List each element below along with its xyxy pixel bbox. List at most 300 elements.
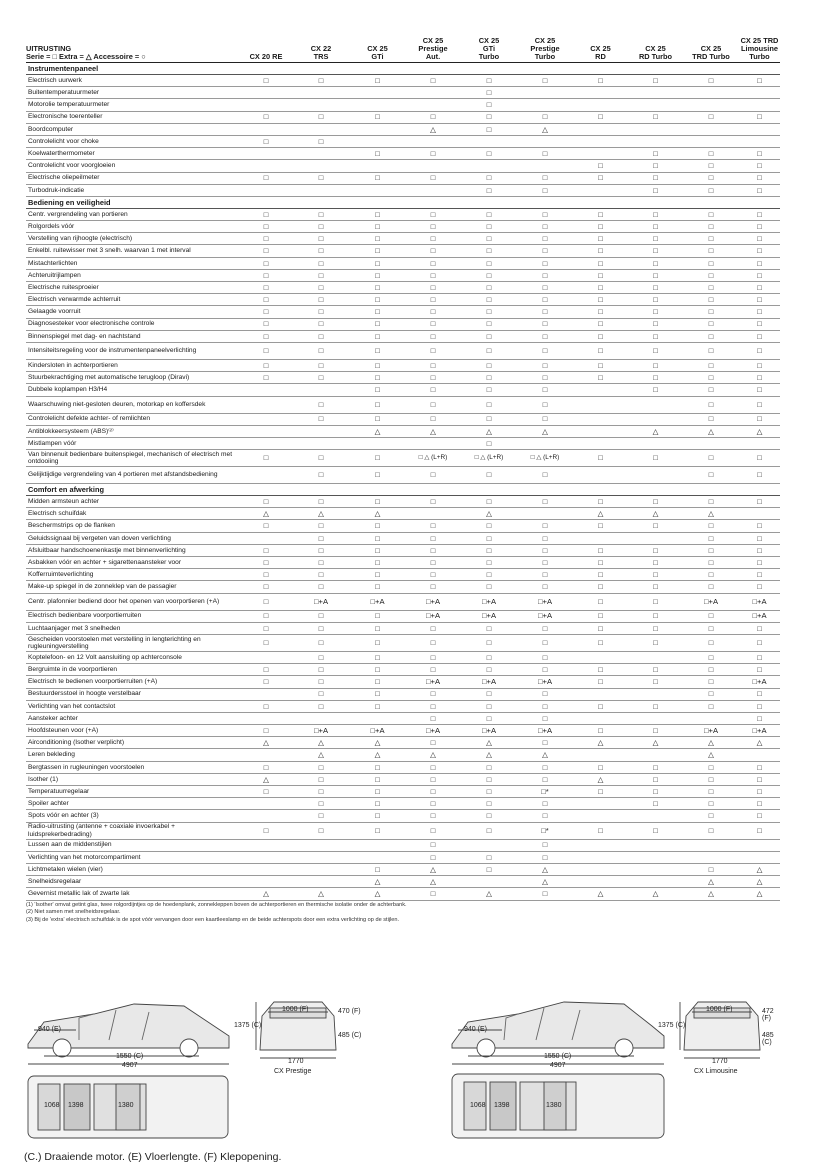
availability-cell: □ <box>350 634 405 651</box>
availability-cell: □ <box>517 318 573 330</box>
availability-cell: □ <box>292 372 350 384</box>
availability-cell: △ <box>292 749 350 761</box>
availability-cell: △ <box>461 508 517 520</box>
table-row <box>26 148 780 160</box>
availability-cell: △ <box>628 888 683 900</box>
availability-cell: △ <box>461 425 517 437</box>
availability-cell: △ <box>405 749 461 761</box>
availability-cell: △ <box>683 888 739 900</box>
availability-cell <box>573 839 628 851</box>
availability-cell <box>573 437 628 449</box>
availability-cell: □ <box>405 245 461 257</box>
availability-cell: □ <box>240 822 292 839</box>
availability-cell: □ <box>739 160 780 172</box>
availability-cell: □ <box>739 467 780 484</box>
availability-cell: □+A <box>517 610 573 622</box>
availability-cell: □ <box>517 700 573 712</box>
availability-cell: □ <box>240 496 292 508</box>
availability-cell <box>292 123 350 135</box>
availability-cell: □ <box>739 761 780 773</box>
availability-cell <box>240 688 292 700</box>
column-header-2 <box>350 36 405 63</box>
availability-cell: □ <box>292 664 350 676</box>
availability-cell: □ <box>683 532 739 544</box>
availability-cell <box>461 876 517 888</box>
availability-cell: △ <box>350 425 405 437</box>
availability-cell: □ <box>461 634 517 651</box>
table-row <box>26 544 780 556</box>
availability-cell: □ <box>240 581 292 593</box>
feature-label: Electrische ruitesproeier <box>26 282 240 294</box>
availability-cell: □ <box>739 257 780 269</box>
availability-cell <box>240 123 292 135</box>
availability-cell: □ <box>683 569 739 581</box>
feature-label: Bergruimte in de voorportieren <box>26 664 240 676</box>
availability-cell: □ <box>683 384 739 396</box>
availability-cell: □ <box>739 634 780 651</box>
availability-cell: □ <box>683 761 739 773</box>
feature-label: Van binnenuit bedienbare buitenspiegel, mechanisch of electrisch met ontdooiing <box>26 450 240 467</box>
feature-label: Controlelicht defekte achter- of remlichten <box>26 413 240 425</box>
availability-cell: □ <box>292 282 350 294</box>
availability-cell: □ <box>292 111 350 123</box>
availability-cell <box>573 87 628 99</box>
availability-cell: □ <box>573 496 628 508</box>
availability-cell: △ <box>517 425 573 437</box>
availability-cell <box>405 437 461 449</box>
feature-label: Luchtaanjager met 3 snelheden <box>26 622 240 634</box>
availability-cell: □ <box>405 688 461 700</box>
availability-cell <box>240 532 292 544</box>
table-header-row <box>26 36 780 63</box>
feature-label: Electrisch bedienbare voorportierruiten <box>26 610 240 622</box>
table-row <box>26 810 780 822</box>
table-row <box>26 581 780 593</box>
table-row <box>26 532 780 544</box>
availability-cell: □ <box>292 634 350 651</box>
dimension-drawings <box>24 996 784 1146</box>
availability-cell: □ <box>405 396 461 413</box>
availability-cell: □ <box>517 111 573 123</box>
availability-cell: □ <box>739 384 780 396</box>
availability-cell: □ <box>240 135 292 147</box>
table-row <box>26 839 780 851</box>
availability-cell: □ <box>573 634 628 651</box>
availability-cell: □ <box>350 676 405 688</box>
availability-cell <box>240 99 292 111</box>
availability-cell <box>683 135 739 147</box>
availability-cell: □ <box>628 318 683 330</box>
availability-cell: □ <box>461 330 517 342</box>
table-row <box>26 384 780 396</box>
availability-cell: □ <box>405 318 461 330</box>
table-row <box>26 786 780 798</box>
feature-label: Airconditioning (Isother verplicht) <box>26 737 240 749</box>
limousine-plan-dim-2: 1398 <box>494 1102 510 1109</box>
availability-cell: □ <box>292 359 350 371</box>
availability-cell <box>628 87 683 99</box>
availability-cell: □ <box>405 496 461 508</box>
availability-cell: □ <box>461 123 517 135</box>
feature-label: Koelwaterthermometer <box>26 148 240 160</box>
availability-cell: □ <box>405 569 461 581</box>
availability-cell: □ <box>628 257 683 269</box>
availability-cell: □ <box>350 396 405 413</box>
availability-cell: □ △ (L+R) <box>461 450 517 467</box>
availability-cell: □ <box>461 208 517 220</box>
section-title: Instrumentenpaneel <box>26 63 780 75</box>
feature-label: Hoofdsteunen voor (+A) <box>26 725 240 737</box>
availability-cell: □ <box>461 496 517 508</box>
availability-cell: □ <box>739 450 780 467</box>
column-header-line: CX 25 <box>367 44 388 53</box>
availability-cell: □ <box>683 786 739 798</box>
availability-cell: □ <box>683 700 739 712</box>
feature-label: Stuurbekrachtiging met automatische terugloop (Diravi) <box>26 372 240 384</box>
column-header-line: GTi <box>371 52 384 61</box>
availability-cell: □ <box>292 318 350 330</box>
availability-cell: □ <box>628 160 683 172</box>
feature-label: Gelijktijdige vergrendeling van 4 portieren met afstandsbediening <box>26 467 240 484</box>
availability-cell: □ <box>517 396 573 413</box>
availability-cell <box>573 863 628 875</box>
availability-cell: □+A <box>350 593 405 610</box>
availability-cell: □ <box>350 798 405 810</box>
availability-cell: □ <box>517 245 573 257</box>
availability-cell: □ <box>628 725 683 737</box>
availability-cell <box>628 396 683 413</box>
availability-cell: △ <box>739 425 780 437</box>
availability-cell: △ <box>405 876 461 888</box>
availability-cell: □ <box>628 306 683 318</box>
availability-cell: □ <box>683 496 739 508</box>
availability-cell: □ <box>573 306 628 318</box>
availability-cell: □+A <box>292 725 350 737</box>
table-row <box>26 725 780 737</box>
column-header-line: CX 25 <box>534 36 556 45</box>
availability-cell: □ <box>573 221 628 233</box>
availability-cell: □+A <box>292 593 350 610</box>
feature-label: Temperatuurregelaar <box>26 786 240 798</box>
column-header-line: GTi <box>482 44 496 53</box>
availability-cell <box>240 651 292 663</box>
availability-cell: □ <box>292 75 350 87</box>
availability-cell <box>405 160 461 172</box>
table-row <box>26 437 780 449</box>
availability-cell: □ <box>292 413 350 425</box>
availability-cell: □ <box>628 773 683 785</box>
availability-cell: □ <box>517 798 573 810</box>
availability-cell: □ <box>405 520 461 532</box>
availability-cell <box>628 863 683 875</box>
column-header-9 <box>739 36 780 63</box>
car-dimension-diagrams <box>24 996 784 1146</box>
column-header-line: CX 22 <box>310 44 332 53</box>
availability-cell: □ <box>350 822 405 839</box>
column-header-line: Limousine <box>741 44 778 53</box>
availability-cell: □ <box>573 557 628 569</box>
availability-cell <box>350 839 405 851</box>
availability-cell <box>517 87 573 99</box>
feature-label: Electrisch schuifdak <box>26 508 240 520</box>
column-header-line: Turbo <box>534 52 556 61</box>
availability-cell: □ <box>573 269 628 281</box>
availability-cell <box>573 184 628 196</box>
column-header-line: Prestige <box>530 44 560 53</box>
section-title: Comfort en afwerking <box>26 484 780 496</box>
availability-cell <box>628 810 683 822</box>
availability-cell: □ <box>292 496 350 508</box>
availability-cell: □ <box>292 208 350 220</box>
availability-cell: □ <box>628 184 683 196</box>
availability-cell: □ <box>405 172 461 184</box>
availability-cell: □ <box>739 688 780 700</box>
availability-cell: □ <box>628 593 683 610</box>
availability-cell: □ <box>292 786 350 798</box>
availability-cell: □ <box>517 544 573 556</box>
availability-cell: □+A <box>461 676 517 688</box>
table-row <box>26 294 780 306</box>
availability-cell: □ <box>739 359 780 371</box>
availability-cell: □+A <box>683 725 739 737</box>
table-row <box>26 851 780 863</box>
availability-cell: □ <box>461 544 517 556</box>
availability-cell <box>350 851 405 863</box>
availability-cell: □ <box>739 172 780 184</box>
prestige-plan-dim-1: 1068 <box>44 1102 60 1109</box>
availability-cell: □ <box>683 634 739 651</box>
availability-cell: □ <box>683 622 739 634</box>
availability-cell: □ <box>628 75 683 87</box>
availability-cell: □ <box>739 233 780 245</box>
column-header-line: CX 25 <box>422 36 444 45</box>
limousine-rear-width: 1770 <box>712 1058 728 1065</box>
availability-cell: □ <box>573 372 628 384</box>
availability-cell: □ <box>517 634 573 651</box>
availability-cell: □ <box>517 557 573 569</box>
availability-cell: □ <box>405 557 461 569</box>
availability-cell: □ <box>350 467 405 484</box>
availability-cell: □ <box>517 651 573 663</box>
table-body <box>26 63 780 901</box>
availability-cell <box>628 437 683 449</box>
availability-cell: □ <box>240 610 292 622</box>
availability-cell: □ <box>628 569 683 581</box>
availability-cell: □ <box>292 294 350 306</box>
availability-cell: □ <box>405 651 461 663</box>
availability-cell: □ <box>739 520 780 532</box>
availability-cell: □ <box>628 282 683 294</box>
availability-cell: □ <box>240 75 292 87</box>
availability-cell: □ <box>683 221 739 233</box>
availability-cell: □ <box>628 798 683 810</box>
feature-label: Koptelefoon- en 12 Volt aansluiting op achterconsole <box>26 651 240 663</box>
availability-cell: □ <box>517 773 573 785</box>
availability-cell: □ <box>405 532 461 544</box>
availability-cell <box>292 876 350 888</box>
availability-cell <box>292 99 350 111</box>
availability-cell: □ <box>350 294 405 306</box>
availability-cell: □ <box>683 413 739 425</box>
availability-cell: □ <box>573 160 628 172</box>
availability-cell: △ <box>350 749 405 761</box>
availability-cell: □ <box>405 221 461 233</box>
availability-cell: □* <box>517 822 573 839</box>
availability-cell: □ <box>628 148 683 160</box>
limousine-rear-485: 485 (C) <box>762 1032 774 1046</box>
availability-cell: □ <box>461 233 517 245</box>
table-row <box>26 413 780 425</box>
availability-cell: □ <box>628 700 683 712</box>
availability-cell: □ <box>240 111 292 123</box>
limousine-dim-1550: 1550 (C) <box>544 1053 572 1060</box>
availability-cell: □ <box>573 725 628 737</box>
availability-cell: □ <box>405 581 461 593</box>
availability-cell: △ <box>350 508 405 520</box>
column-header-4 <box>461 36 517 63</box>
availability-cell: □ <box>461 688 517 700</box>
feature-label: Asbakken vóór en achter + sigarettenaansteker voor <box>26 557 240 569</box>
availability-cell: △ <box>683 737 739 749</box>
availability-cell: □ <box>405 111 461 123</box>
availability-cell: □ <box>461 437 517 449</box>
availability-cell: □ <box>405 634 461 651</box>
availability-cell <box>739 87 780 99</box>
availability-cell <box>739 851 780 863</box>
availability-cell: □ <box>461 282 517 294</box>
feature-label: Spoiler achter <box>26 798 240 810</box>
availability-cell: □ <box>739 221 780 233</box>
equipment-table <box>26 36 780 901</box>
availability-cell <box>405 184 461 196</box>
table-row <box>26 342 780 359</box>
availability-cell: □ <box>350 318 405 330</box>
availability-cell: □ <box>628 496 683 508</box>
availability-cell: □ <box>461 822 517 839</box>
availability-cell: □ <box>739 306 780 318</box>
availability-cell: □ <box>739 75 780 87</box>
availability-cell: □ <box>628 450 683 467</box>
availability-cell: □ <box>517 888 573 900</box>
column-header-line: CX 25 <box>590 44 611 53</box>
table-row <box>26 651 780 663</box>
availability-cell: □* <box>517 786 573 798</box>
availability-cell: □ <box>405 330 461 342</box>
feature-label: Kindersloten in achterportieren <box>26 359 240 371</box>
prestige-rear-height: 1375 (C) <box>234 1022 262 1029</box>
column-header-3 <box>405 36 461 63</box>
availability-cell: □+A <box>739 676 780 688</box>
table-row <box>26 676 780 688</box>
availability-cell: □ <box>739 184 780 196</box>
availability-cell: □ <box>350 172 405 184</box>
availability-cell: □ <box>350 688 405 700</box>
availability-cell <box>240 384 292 396</box>
availability-cell: □ <box>517 172 573 184</box>
table-row <box>26 372 780 384</box>
availability-cell: □ <box>628 372 683 384</box>
availability-cell: □ <box>405 413 461 425</box>
availability-cell: □ <box>683 245 739 257</box>
table-row <box>26 622 780 634</box>
availability-cell: □ <box>739 581 780 593</box>
availability-cell: □ <box>292 688 350 700</box>
table-row <box>26 425 780 437</box>
availability-cell <box>573 688 628 700</box>
availability-cell <box>683 851 739 863</box>
availability-cell <box>292 712 350 724</box>
availability-cell: □ <box>573 761 628 773</box>
table-row <box>26 450 780 467</box>
availability-cell: □ <box>517 761 573 773</box>
table-row <box>26 798 780 810</box>
availability-cell: □ <box>461 99 517 111</box>
availability-cell: □+A <box>405 610 461 622</box>
section-header-row <box>26 63 780 75</box>
availability-cell: □ <box>461 651 517 663</box>
availability-cell: □ <box>739 413 780 425</box>
column-header-line: TRD Turbo <box>692 52 730 61</box>
availability-cell: △ <box>350 888 405 900</box>
availability-cell <box>292 148 350 160</box>
availability-cell <box>240 798 292 810</box>
availability-cell: □ <box>405 822 461 839</box>
table-row <box>26 99 780 111</box>
availability-cell: □ <box>405 282 461 294</box>
prestige-dim-length: 4907 <box>122 1062 138 1069</box>
availability-cell: □ <box>350 372 405 384</box>
table-row <box>26 135 780 147</box>
availability-cell: □ <box>461 664 517 676</box>
availability-cell: □ <box>517 712 573 724</box>
prestige-plan-dim-3: 1380 <box>118 1102 134 1109</box>
availability-cell: △ <box>739 737 780 749</box>
availability-cell: □ <box>350 282 405 294</box>
availability-cell: □ <box>350 810 405 822</box>
availability-cell: □ <box>739 557 780 569</box>
availability-cell: □ <box>461 810 517 822</box>
availability-cell: □ <box>683 184 739 196</box>
availability-cell <box>240 876 292 888</box>
availability-cell <box>573 749 628 761</box>
availability-cell: □ <box>350 208 405 220</box>
availability-cell: □ <box>517 75 573 87</box>
availability-cell: □ <box>517 496 573 508</box>
availability-cell: □ <box>350 269 405 281</box>
availability-cell: □ <box>683 651 739 663</box>
availability-cell: □ <box>573 111 628 123</box>
availability-cell <box>350 123 405 135</box>
availability-cell: □ <box>405 737 461 749</box>
feature-label: Verlichting van het contactslot <box>26 700 240 712</box>
availability-cell: □ <box>405 664 461 676</box>
availability-cell: △ <box>405 863 461 875</box>
availability-cell: □ <box>292 330 350 342</box>
table-row <box>26 773 780 785</box>
availability-cell <box>517 508 573 520</box>
availability-cell: □ <box>292 700 350 712</box>
availability-cell: □ <box>405 306 461 318</box>
equipment-sheet <box>26 36 780 924</box>
availability-cell: □ <box>628 233 683 245</box>
availability-cell: □ <box>739 208 780 220</box>
feature-label: Binnenspiegel met dag- en nachtstand <box>26 330 240 342</box>
availability-cell: □ <box>405 773 461 785</box>
availability-cell: □ <box>350 306 405 318</box>
availability-cell: □ <box>683 664 739 676</box>
availability-cell <box>240 851 292 863</box>
availability-cell: □ <box>292 172 350 184</box>
